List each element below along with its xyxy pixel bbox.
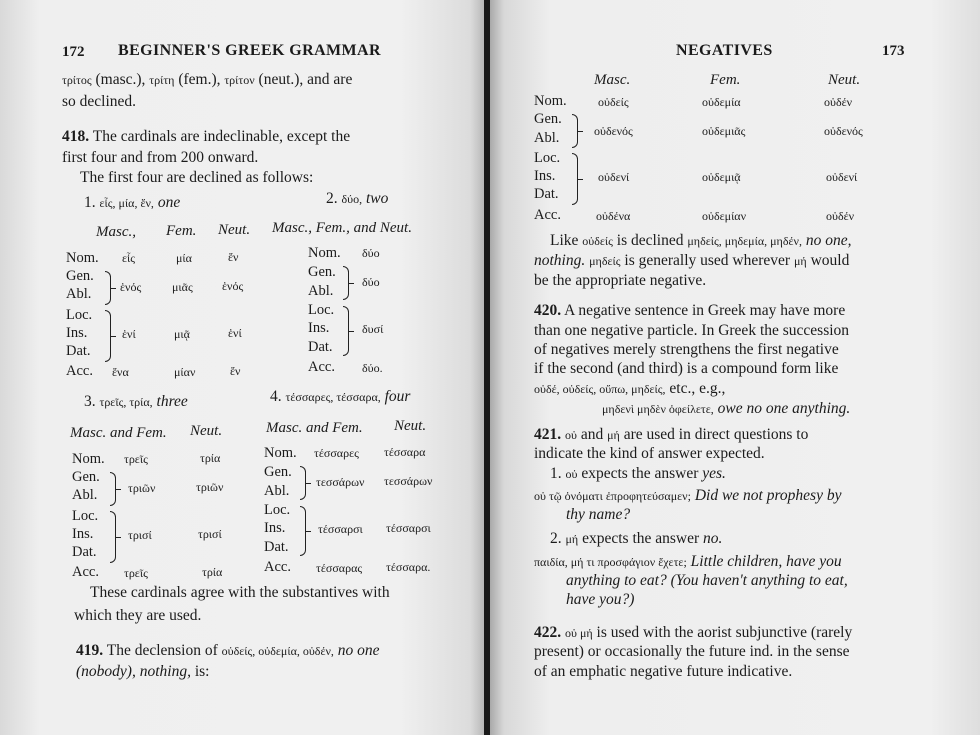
col-header-fem: Fem.	[166, 223, 197, 239]
example-line: thy name?	[566, 506, 631, 523]
section-420: 420. A negative sentence in Greek may have more	[534, 302, 846, 319]
brace	[105, 271, 111, 305]
list-item: 1. οὐ expects the answer yes.	[550, 465, 726, 482]
case-label: Gen.	[66, 268, 94, 284]
form-cell: τρία	[200, 451, 221, 465]
example-line: have you?)	[566, 591, 635, 608]
case-label: Acc.	[264, 559, 291, 575]
text-line: of an emphatic negative future indicative.	[534, 663, 793, 680]
form-cell: τέσσαρα	[384, 445, 426, 459]
form-cell: οὐδεμίαν	[702, 209, 747, 223]
case-label: Loc.	[264, 502, 291, 518]
form-cell: οὐδενός	[594, 124, 633, 138]
case-label: Abl.	[264, 483, 290, 499]
case-label: Gen.	[534, 111, 562, 127]
text-line: nothing. μηδείς is generally used wherever μή would	[534, 252, 850, 269]
col-header-masc: Masc.,	[96, 224, 136, 240]
case-label: Nom.	[66, 250, 99, 266]
text-line: οὐδέ, οὐδείς, οὔπω, μηδείς, etc., e.g.,	[534, 380, 726, 397]
form-cell: ἕν	[230, 364, 241, 378]
case-label: Ins.	[66, 325, 88, 341]
form-cell: τρία	[202, 565, 223, 579]
form-cell: μιᾷ	[174, 327, 190, 341]
case-label: Loc.	[66, 307, 93, 323]
form-cell: μία	[176, 251, 192, 265]
example-one: 1. εἷς, μία, ἕν, one	[84, 194, 181, 211]
form-cell: εἷς	[122, 251, 136, 265]
case-label: Ins.	[264, 520, 286, 536]
text-line: be the appropriate negative.	[534, 272, 707, 289]
case-label: Abl.	[72, 487, 98, 503]
text-line: τρίτος (masc.), τρίτη (fem.), τρίτον (neut.), and are	[62, 71, 353, 88]
brace	[110, 472, 116, 506]
case-label: Loc.	[534, 150, 561, 166]
form-cell: ἑνί	[122, 327, 136, 341]
form-cell: τριῶν	[128, 481, 156, 495]
text-line: of negatives merely strengthens the first negative	[534, 341, 839, 358]
example-line: anything to eat? (You haven't anything to eat,	[566, 572, 848, 589]
example-two: 2. δύο, two	[326, 190, 389, 207]
example-line: οὐ τῷ ὀνόματι ἐπροφητεύσαμεν; Did we not prophesy by	[534, 487, 842, 504]
section-421: 421. οὐ and μή are used in direct questions to	[534, 426, 809, 443]
form-cell: τεσσάρων	[316, 475, 365, 489]
form-cell: τρισί	[128, 528, 152, 542]
section-419: 419. The declension of οὐδείς, οὐδεμία, οὐδέν, no one	[76, 642, 380, 659]
form-cell: οὐδένα	[596, 209, 631, 223]
col-header-neut: Neut.	[190, 423, 223, 439]
case-label: Dat.	[66, 343, 91, 359]
brace	[300, 466, 306, 500]
case-label: Ins.	[534, 168, 556, 184]
form-cell: οὐδείς	[598, 95, 629, 109]
case-label: Nom.	[308, 245, 341, 261]
form-cell: ἕνα	[112, 365, 129, 379]
form-cell: τέσσαρσι	[386, 521, 431, 535]
text-line: so declined.	[62, 93, 137, 110]
text-line: The first four are declined as follows:	[80, 169, 314, 186]
form-cell: ἕν	[228, 250, 239, 264]
form-cell: οὐδεμιᾶς	[702, 124, 746, 138]
form-cell: τρεῖς	[124, 566, 148, 580]
running-head: NEGATIVES	[676, 42, 773, 59]
running-head: BEGINNER'S GREEK GRAMMAR	[118, 42, 381, 59]
form-cell: τέσσαρας	[316, 561, 363, 575]
form-cell: οὐδεμία	[702, 95, 741, 109]
col-header-masc: Masc.	[594, 72, 631, 88]
col-header-neut: Neut.	[394, 418, 427, 434]
col-header-masc-fem: Masc. and Fem.	[70, 425, 167, 441]
case-label: Nom.	[534, 93, 567, 109]
form-cell: οὐδενί	[826, 170, 858, 184]
case-label: Dat.	[308, 339, 333, 355]
text-line: than one negative particle. In Greek the succession	[534, 322, 850, 339]
text-line: These cardinals agree with the substantives with	[90, 584, 390, 601]
case-label: Loc.	[308, 302, 335, 318]
left-page	[0, 0, 484, 735]
case-label: Abl.	[308, 283, 334, 299]
page-number: 172	[62, 44, 85, 60]
case-label: Acc.	[72, 564, 99, 580]
col-header-fem: Fem.	[710, 72, 741, 88]
right-page	[490, 0, 980, 735]
form-cell: δύο	[362, 246, 380, 260]
form-cell: δυσί	[362, 322, 384, 336]
case-label: Gen.	[72, 469, 100, 485]
case-label: Dat.	[534, 186, 559, 202]
brace	[343, 266, 349, 300]
col-header-neut: Neut.	[828, 72, 861, 88]
brace	[572, 114, 578, 148]
form-cell: τέσσαρσι	[318, 522, 363, 536]
case-label: Abl.	[534, 130, 560, 146]
form-cell: τρισί	[198, 527, 222, 541]
case-label: Dat.	[264, 539, 289, 555]
form-cell: τέσσαρα.	[386, 560, 431, 574]
form-cell: οὐδέν	[824, 95, 853, 109]
form-cell: ἑνός	[222, 279, 244, 293]
form-cell: τρεῖς	[124, 452, 148, 466]
case-label: Ins.	[72, 526, 94, 542]
brace	[110, 511, 116, 563]
brace	[343, 306, 349, 356]
section-418: 418. The cardinals are indeclinable, except the	[62, 128, 351, 145]
form-cell: δύο	[362, 275, 380, 289]
brace	[300, 506, 306, 556]
text-line: if the second (and third) is a compound form like	[534, 360, 839, 377]
example-line: παιδία, μή τι προσφάγιον ἔχετε; Little children, have you	[534, 553, 842, 570]
case-label: Acc.	[66, 363, 93, 379]
form-cell: τεσσάρων	[384, 474, 433, 488]
case-label: Acc.	[308, 359, 335, 375]
text-line: which they are used.	[74, 607, 202, 624]
case-label: Abl.	[66, 286, 92, 302]
form-cell: οὐδεμιᾷ	[702, 170, 741, 184]
text-line: first four and from 200 onward.	[62, 149, 259, 166]
list-item: 2. μή expects the answer no.	[550, 530, 723, 547]
brace	[572, 153, 578, 205]
case-label: Acc.	[534, 207, 561, 223]
example-four: 4. τέσσαρες, τέσσαρα, four	[270, 388, 411, 405]
example-line: μηδενὶ μηδὲν ὀφείλετε, owe no one anything.	[602, 400, 851, 417]
col-header-all: Masc., Fem., and Neut.	[272, 220, 412, 236]
brace	[105, 310, 111, 362]
form-cell: τριῶν	[196, 480, 224, 494]
form-cell: δύο.	[362, 361, 383, 375]
example-three: 3. τρεῖς, τρία, three	[84, 393, 188, 410]
form-cell: οὐδέν	[826, 209, 855, 223]
case-label: Ins.	[308, 320, 330, 336]
form-cell: τέσσαρες	[314, 446, 359, 460]
form-cell: ἑνός	[120, 280, 142, 294]
form-cell: οὐδενί	[598, 170, 630, 184]
case-label: Nom.	[264, 445, 297, 461]
case-label: Nom.	[72, 451, 105, 467]
form-cell: μιᾶς	[172, 280, 193, 294]
case-label: Loc.	[72, 508, 99, 524]
col-header-neut: Neut.	[218, 222, 251, 238]
page-number: 173	[882, 43, 905, 59]
text-line: indicate the kind of answer expected.	[534, 445, 765, 462]
case-label: Gen.	[264, 464, 292, 480]
case-label: Gen.	[308, 264, 336, 280]
text-line: present) or occasionally the future ind. in the sense	[534, 643, 850, 660]
text-line: Like οὐδείς is declined μηδείς, μηδεμία, μηδέν, no one,	[550, 232, 852, 249]
form-cell: ἑνί	[228, 326, 242, 340]
section-422: 422. οὐ μή is used with the aorist subjunctive (rarely	[534, 624, 853, 641]
case-label: Dat.	[72, 544, 97, 560]
form-cell: μίαν	[174, 365, 196, 379]
text-line: (nobody), nothing, is:	[76, 663, 210, 680]
form-cell: οὐδενός	[824, 124, 863, 138]
col-header-masc-fem: Masc. and Fem.	[266, 420, 363, 436]
